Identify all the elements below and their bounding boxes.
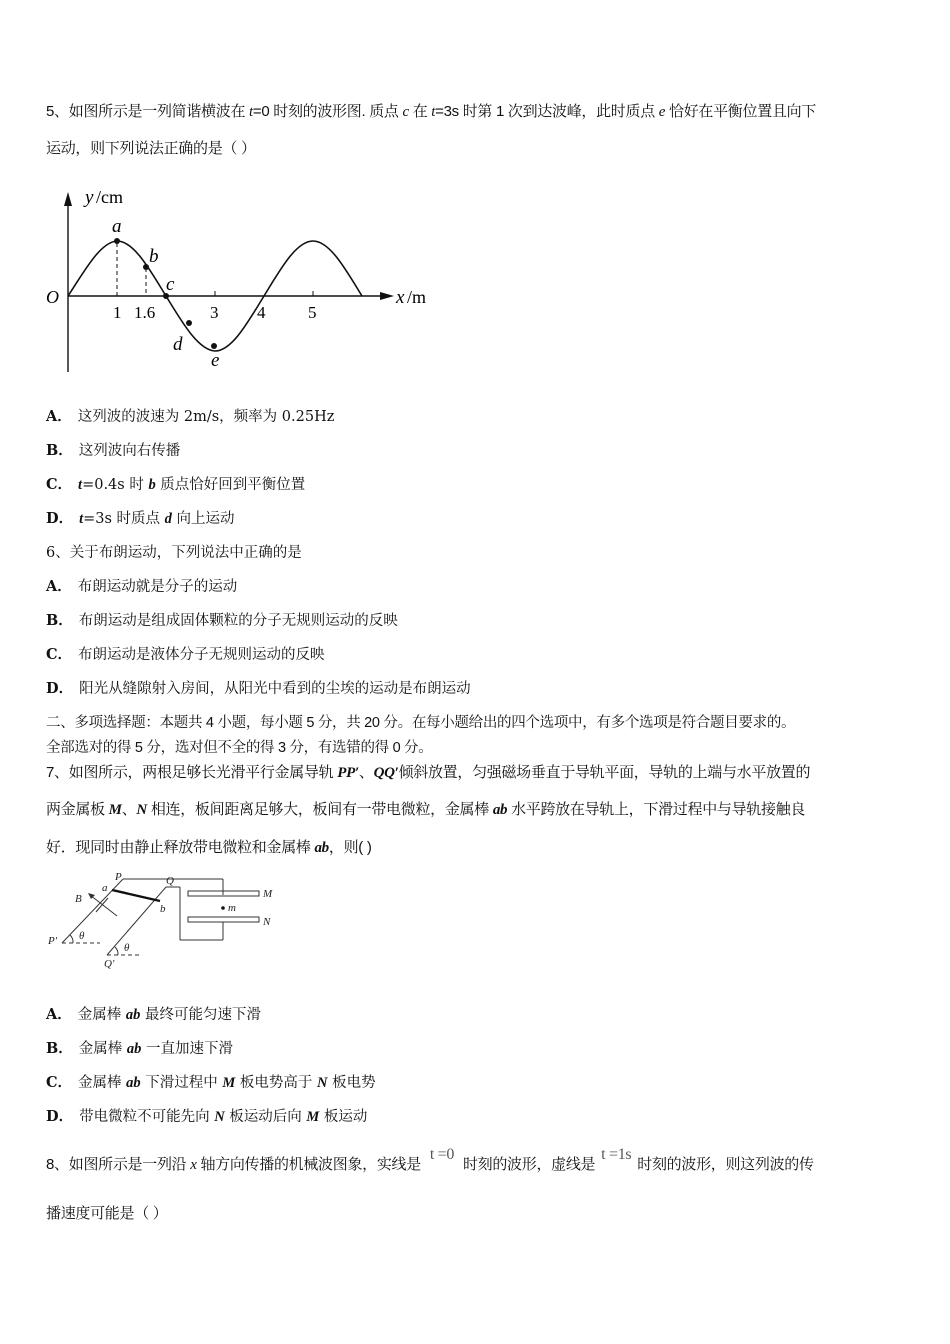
x-label: x: [396, 287, 405, 308]
q5-option-b: [46, 441, 180, 461]
label-b: b: [160, 903, 166, 915]
text: 5、如图所示是一列简谐横波在: [46, 103, 250, 120]
option-text: 布朗运动是组成固体颗粒的分子无规则运动的反映: [78, 613, 398, 629]
label-d: d: [173, 334, 183, 355]
text: 时刻的波形，虚线是: [462, 1156, 596, 1173]
b-field-line: [90, 895, 117, 916]
text: 在: [408, 103, 432, 120]
option-text: 金属棒: [78, 1041, 127, 1057]
var-t: t: [431, 104, 436, 120]
point-e: [211, 343, 217, 349]
var-m: M: [222, 1075, 236, 1091]
var-c: c: [402, 104, 409, 120]
text: 、: [121, 801, 137, 818]
option-text: 板电势高于: [235, 1075, 317, 1091]
q7-option-d: [46, 1107, 367, 1127]
label-theta-2: θ: [124, 942, 130, 954]
var-m: M: [108, 802, 122, 818]
section2-line2: 全部选对的得 5 分，选对但不全的得 3 分，有选错的得 0 分。: [46, 740, 433, 756]
label-c: c: [166, 274, 175, 295]
q7-option-b: [46, 1039, 233, 1059]
math-t0: t =0: [429, 1146, 455, 1163]
option-text: 金属棒: [77, 1007, 126, 1023]
text: 、: [358, 764, 374, 781]
var-pp: PP′: [337, 765, 359, 781]
var-ab: ab: [126, 1041, 142, 1057]
option-text: 板电势: [327, 1075, 376, 1091]
rails-figure: [40, 865, 290, 975]
text: 恰好在平衡位置且向下: [665, 103, 816, 120]
point-a: [114, 238, 120, 244]
text: ，则( ): [328, 839, 372, 856]
label-q: Q: [166, 875, 174, 887]
tick-4: 4: [257, 303, 266, 322]
var-t: t: [79, 511, 84, 527]
label-p-prime: P′: [48, 935, 58, 947]
tick-1-6: 1.6: [134, 303, 156, 322]
option-letter: D．: [46, 510, 74, 527]
q6-option-a: [46, 577, 237, 597]
option-letter: C．: [46, 476, 73, 493]
q7-option-a: [46, 1005, 261, 1025]
label-b-field: B: [75, 893, 82, 905]
tick-5: 5: [308, 303, 317, 322]
q5-option-a: [46, 407, 334, 427]
option-text: 一直加速下滑: [141, 1041, 233, 1057]
text: 轴方向传播的机械波图象，实线是: [196, 1156, 421, 1173]
label-m-plate: M: [263, 888, 273, 900]
option-text: 带电微粒不可能先向: [79, 1109, 215, 1125]
tick-3: 3: [210, 303, 219, 322]
text: 相连，板间距离足够大，板间有一带电微粒，金属棒: [146, 801, 493, 818]
var-t: t: [78, 477, 83, 493]
y-label-unit: /cm: [96, 187, 123, 207]
option-text: 阳光从缝隙射入房间，从阳光中看到的尘埃的运动是布朗运动: [79, 681, 471, 697]
var-b: b: [148, 477, 156, 493]
plate-n: [188, 917, 259, 922]
var-n: N: [136, 802, 147, 818]
q5-stem-line2: 运动，则下列说法正确的是（ ）: [46, 140, 256, 157]
label-a: a: [102, 882, 108, 894]
x-label-unit: /m: [407, 287, 427, 307]
option-text: 布朗运动就是分子的运动: [77, 579, 238, 595]
tick-1: 1: [113, 303, 122, 322]
q6-option-b: [46, 611, 398, 631]
label-p: P: [115, 871, 122, 883]
q7-line1: [46, 763, 810, 783]
var-ab: ab: [126, 1075, 141, 1091]
wave-graph: [40, 180, 440, 380]
option-text: 这列波向右传播: [78, 443, 181, 459]
option-letter: B．: [46, 612, 73, 629]
x-axis-arrow-icon: [380, 292, 394, 300]
option-letter: A．: [46, 408, 72, 425]
text: 时刻的波形，则这列波的传: [637, 1156, 814, 1173]
label-q-prime: Q′: [104, 958, 115, 970]
q5-stem-line1: [46, 102, 816, 122]
text: =0 时刻的波形图. 质点: [252, 103, 403, 120]
q7-line3: [46, 838, 372, 858]
var-x: x: [190, 1157, 197, 1173]
option-text: 金属棒: [78, 1075, 127, 1091]
label-theta-1: θ: [79, 930, 85, 942]
option-letter: C．: [46, 1074, 73, 1091]
var-n: N: [214, 1109, 225, 1125]
text: 两金属板: [46, 801, 109, 818]
option-text: 下滑过程中: [140, 1075, 223, 1091]
var-m: M: [306, 1109, 320, 1125]
q5-option-c: [46, 475, 305, 495]
text: 倾斜放置，匀强磁场垂直于导轨平面，导轨的上端与水平放置的: [398, 764, 811, 781]
option-letter: B．: [46, 442, 73, 459]
y-axis-arrow-icon: [64, 192, 72, 206]
option-text: 板运动后向: [224, 1109, 307, 1125]
label-b: b: [149, 246, 159, 267]
var-ab: ab: [492, 802, 508, 818]
var-n: N: [317, 1075, 328, 1091]
option-text: 这列波的波速为 2m/s，频率为 0.25Hz: [77, 409, 335, 425]
rod-ab: [112, 890, 160, 901]
point-d: [186, 320, 192, 326]
option-letter: D．: [46, 680, 74, 697]
q5-option-d: [46, 509, 235, 529]
q8-line2: 播速度可能是（ ）: [46, 1205, 168, 1222]
text: 8、如图所示是一列沿: [46, 1156, 191, 1173]
particle-m: [221, 906, 225, 910]
option-text: =3s 时质点: [83, 511, 165, 527]
label-e: e: [211, 350, 220, 371]
option-letter: B．: [46, 1040, 73, 1057]
option-letter: D．: [46, 1108, 74, 1125]
option-text: 质点恰好回到平衡位置: [155, 477, 306, 493]
label-mass: m: [228, 902, 236, 914]
q6-stem: 6、关于布朗运动，下列说法中正确的是: [46, 545, 302, 561]
option-text: =0.4s 时: [82, 477, 149, 493]
q7-line2: [46, 800, 805, 820]
text: 好．现同时由静止释放带电微粒和金属棒: [46, 839, 315, 856]
text: 7、如图所示，两根足够长光滑平行金属导轨: [46, 764, 338, 781]
label-a: a: [112, 216, 122, 237]
section2-line1: 二、多项选择题：本题共 4 小题，每小题 5 分，共 20 分。在每小题给出的四个选项中，有多个选项是符合题目要求的。: [46, 715, 796, 731]
text: 水平跨放在导轨上，下滑过程中与导轨接触良: [507, 801, 806, 818]
var-ab: ab: [125, 1007, 141, 1023]
var-e: e: [658, 104, 666, 120]
var-t: t: [249, 104, 253, 120]
q6-option-d: [46, 679, 471, 699]
q8-line1: [46, 1146, 814, 1175]
q6-option-c: [46, 645, 325, 665]
option-text: 板运动: [319, 1109, 368, 1125]
option-text: 布朗运动是液体分子无规则运动的反映: [78, 647, 325, 663]
math-t1: t =1s: [601, 1146, 632, 1163]
q7-option-c: [46, 1073, 376, 1093]
origin-label: O: [46, 287, 59, 307]
option-letter: A．: [46, 578, 72, 595]
option-letter: A．: [46, 1006, 72, 1023]
option-letter: C．: [46, 646, 73, 663]
y-label: y: [85, 187, 94, 208]
text: =3s 时第 1 次到达波峰，此时质点: [435, 103, 659, 120]
rail-qq: [107, 887, 166, 955]
option-text: 最终可能匀速下滑: [140, 1007, 261, 1023]
rail-pp: [62, 879, 123, 943]
option-text: 向上运动: [171, 511, 235, 527]
var-d: d: [164, 511, 172, 527]
var-qq: QQ′: [373, 765, 399, 781]
label-n-plate: N: [263, 916, 271, 928]
var-ab: ab: [314, 840, 329, 856]
